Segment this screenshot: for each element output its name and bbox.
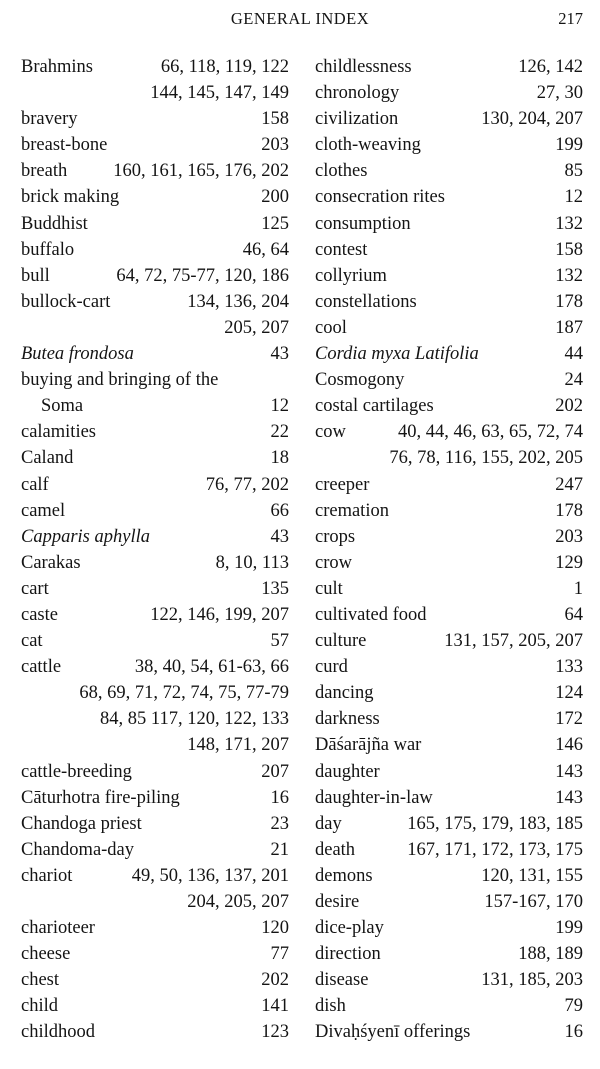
index-entry bbox=[21, 393, 289, 419]
index-entry bbox=[21, 654, 289, 680]
index-entry bbox=[21, 680, 289, 706]
index-term: Buddhist bbox=[21, 213, 88, 234]
index-term: dice-play bbox=[315, 918, 384, 939]
index-term: dancing bbox=[315, 683, 374, 704]
page-references: 132 bbox=[555, 265, 583, 286]
index-term: cart bbox=[21, 578, 49, 599]
index-term: demons bbox=[315, 865, 373, 886]
index-term: dish bbox=[315, 996, 346, 1017]
page-references: 205, 207 bbox=[224, 317, 289, 338]
page-references: 16 bbox=[564, 1022, 583, 1043]
index-entry bbox=[21, 576, 289, 602]
index-entry bbox=[315, 341, 583, 367]
index-entry bbox=[315, 237, 583, 263]
page-references: 12 bbox=[564, 187, 583, 208]
page-header bbox=[0, 6, 600, 30]
index-entry bbox=[21, 550, 289, 576]
index-entry bbox=[315, 472, 583, 498]
index-entry bbox=[315, 889, 583, 915]
index-term: camel bbox=[21, 500, 66, 521]
page-references: 40, 44, 46, 63, 65, 72, 74 bbox=[398, 422, 583, 443]
page-references: 44 bbox=[564, 344, 583, 365]
index-entry bbox=[315, 628, 583, 654]
index-term: chest bbox=[21, 970, 60, 991]
index-entry bbox=[315, 993, 583, 1019]
index-term: calf bbox=[21, 474, 49, 495]
page-references: 79 bbox=[564, 996, 583, 1017]
page-references: 76, 78, 116, 155, 202, 205 bbox=[389, 448, 583, 469]
page-references: 146 bbox=[555, 735, 583, 756]
index-entry bbox=[21, 524, 289, 550]
index-entry bbox=[315, 211, 583, 237]
index-entry bbox=[315, 498, 583, 524]
index-entry bbox=[21, 237, 289, 263]
page-references: 203 bbox=[555, 526, 583, 547]
index-entry bbox=[315, 967, 583, 993]
index-entry bbox=[315, 785, 583, 811]
page-references: 38, 40, 54, 61-63, 66 bbox=[134, 657, 289, 678]
index-term: Chandoga priest bbox=[21, 813, 142, 834]
index-term: Caland bbox=[21, 448, 74, 469]
index-term: Butea frondosa bbox=[21, 344, 134, 365]
index-entry bbox=[21, 132, 289, 158]
index-entry bbox=[21, 941, 289, 967]
index-term: consecration rites bbox=[315, 187, 445, 208]
index-entry bbox=[315, 524, 583, 550]
index-term: breast-bone bbox=[21, 135, 108, 156]
index-entry bbox=[315, 759, 583, 785]
index-term: bull bbox=[21, 265, 50, 286]
page-references: 143 bbox=[555, 761, 583, 782]
index-term: Soma bbox=[41, 396, 84, 417]
index-entry bbox=[315, 550, 583, 576]
index-entry bbox=[315, 315, 583, 341]
index-term: cat bbox=[21, 631, 43, 652]
index-term: consumption bbox=[315, 213, 411, 234]
index-entry bbox=[21, 341, 289, 367]
index-entry bbox=[21, 837, 289, 863]
page-references: 135 bbox=[261, 578, 289, 599]
index-term: child bbox=[21, 996, 58, 1017]
page-references: 200 bbox=[261, 187, 289, 208]
running-title: GENERAL INDEX bbox=[230, 9, 370, 28]
index-entry bbox=[315, 602, 583, 628]
index-term: cultivated food bbox=[315, 604, 427, 625]
index-entry bbox=[21, 289, 289, 315]
index-entry bbox=[21, 706, 289, 732]
index-term: disease bbox=[315, 970, 369, 991]
page-references: 148, 171, 207 bbox=[187, 735, 289, 756]
index-entry bbox=[315, 732, 583, 758]
page-number: 217 bbox=[558, 9, 583, 28]
index-entry bbox=[21, 967, 289, 993]
index-entry bbox=[315, 184, 583, 210]
page-references: 24 bbox=[564, 370, 583, 391]
index-term: cremation bbox=[315, 500, 389, 521]
index-term: crops bbox=[315, 526, 356, 547]
index-entry bbox=[315, 837, 583, 863]
page-references: 165, 175, 179, 183, 185 bbox=[407, 813, 583, 834]
index-term: crow bbox=[315, 552, 352, 573]
page-references: 202 bbox=[261, 970, 289, 991]
index-entry bbox=[21, 1019, 289, 1045]
page-references: 204, 205, 207 bbox=[187, 892, 289, 912]
index-term: Divaḥśyenī offerings bbox=[315, 1022, 471, 1043]
page-references: 157-167, 170 bbox=[484, 892, 583, 912]
page-references: 178 bbox=[555, 291, 583, 312]
index-term: Chandoma-day bbox=[21, 839, 135, 860]
page-references: 131, 185, 203 bbox=[481, 970, 583, 991]
page-references: 76, 77, 202 bbox=[205, 474, 289, 495]
index-term: bravery bbox=[21, 109, 78, 130]
index-entry bbox=[21, 158, 289, 184]
page-references: 84, 85 117, 120, 122, 133 bbox=[100, 709, 289, 730]
index-term: culture bbox=[315, 631, 367, 652]
page-references: 8, 10, 113 bbox=[215, 552, 289, 573]
index-term: contest bbox=[315, 239, 368, 260]
page-references: 46, 64 bbox=[242, 239, 289, 260]
page-references: 188, 189 bbox=[518, 944, 583, 965]
index-entry bbox=[21, 80, 289, 106]
index-term: cult bbox=[315, 578, 343, 599]
index-entry bbox=[315, 367, 583, 393]
index-term: Brahmins bbox=[21, 57, 93, 77]
index-entry bbox=[21, 993, 289, 1019]
index-term: creeper bbox=[315, 474, 370, 495]
index-entry bbox=[21, 889, 289, 915]
page-references: 122, 146, 199, 207 bbox=[150, 604, 289, 625]
page-references: 120 bbox=[261, 918, 289, 939]
page-references: 167, 171, 172, 173, 175 bbox=[407, 839, 583, 860]
page-references: 18 bbox=[270, 448, 289, 469]
page-references: 129 bbox=[555, 552, 583, 573]
index-entry bbox=[21, 915, 289, 941]
page-references: 1 bbox=[573, 578, 583, 599]
index-entry bbox=[315, 132, 583, 158]
index-entry bbox=[21, 367, 289, 393]
index-term: daughter-in-law bbox=[315, 787, 433, 808]
page-references: 22 bbox=[270, 422, 289, 443]
index-entry bbox=[21, 759, 289, 785]
index-term: chariot bbox=[21, 865, 73, 886]
index-entry bbox=[315, 445, 583, 471]
page-references: 130, 204, 207 bbox=[481, 109, 583, 130]
page-references: 141 bbox=[261, 996, 289, 1017]
index-term: childlessness bbox=[315, 57, 412, 77]
index-entry bbox=[315, 576, 583, 602]
index-entry bbox=[21, 785, 289, 811]
page-references: 27, 30 bbox=[536, 83, 583, 104]
index-entry bbox=[21, 263, 289, 289]
index-entry bbox=[21, 811, 289, 837]
index-column-left bbox=[21, 54, 289, 1046]
page-references: 16 bbox=[270, 787, 289, 808]
page-references: 43 bbox=[270, 526, 289, 547]
index-term: day bbox=[315, 813, 342, 834]
index-term: clothes bbox=[315, 161, 368, 182]
index-entry bbox=[315, 811, 583, 837]
index-term: cool bbox=[315, 317, 347, 338]
index-entry bbox=[21, 472, 289, 498]
page-references: 247 bbox=[555, 474, 583, 495]
index-term: breath bbox=[21, 161, 68, 182]
index-term: childhood bbox=[21, 1022, 95, 1043]
index-entry bbox=[21, 184, 289, 210]
index-entry bbox=[315, 1019, 583, 1045]
index-term: buffalo bbox=[21, 239, 75, 260]
page-references: 64 bbox=[564, 604, 583, 625]
index-entry bbox=[21, 602, 289, 628]
page-references: 49, 50, 136, 137, 201 bbox=[131, 865, 289, 886]
page-references: 21 bbox=[270, 839, 289, 860]
index-term: Cordia myxa Latifolia bbox=[315, 344, 479, 365]
page-references: 187 bbox=[555, 317, 583, 338]
index-term: Cosmogony bbox=[315, 370, 405, 391]
page-references: 77 bbox=[270, 944, 289, 965]
index-entry bbox=[315, 706, 583, 732]
index-entry bbox=[21, 54, 289, 80]
index-term: Capparis aphylla bbox=[21, 526, 150, 547]
page-references: 64, 72, 75-77, 120, 186 bbox=[116, 265, 289, 286]
page-references: 43 bbox=[270, 344, 289, 365]
index-entry bbox=[315, 680, 583, 706]
index-term: death bbox=[315, 839, 356, 860]
index-entry bbox=[315, 54, 583, 80]
index-entry bbox=[21, 315, 289, 341]
page-references: 126, 142 bbox=[518, 57, 583, 77]
index-entry bbox=[315, 863, 583, 889]
index-entry bbox=[21, 419, 289, 445]
page-references: 12 bbox=[270, 396, 289, 417]
index-entry bbox=[21, 445, 289, 471]
page-references: 199 bbox=[555, 135, 583, 156]
index-entry bbox=[315, 289, 583, 315]
index-term: Dāśarājña war bbox=[315, 735, 422, 756]
index-term: civilization bbox=[315, 109, 399, 130]
index-term: cattle bbox=[21, 657, 62, 678]
index-term: caste bbox=[21, 604, 58, 625]
page-references: 132 bbox=[555, 213, 583, 234]
index-entry bbox=[21, 498, 289, 524]
page-references: 66 bbox=[270, 500, 289, 521]
index-entry bbox=[315, 419, 583, 445]
index-term: Carakas bbox=[21, 552, 81, 573]
index-entry bbox=[315, 158, 583, 184]
page-references: 144, 145, 147, 149 bbox=[150, 83, 289, 104]
page-references: 23 bbox=[270, 813, 289, 834]
index-term: curd bbox=[315, 657, 348, 678]
page-references: 172 bbox=[555, 709, 583, 730]
page-references: 66, 118, 119, 122 bbox=[160, 57, 289, 77]
page-references: 131, 157, 205, 207 bbox=[444, 631, 583, 652]
page-references: 68, 69, 71, 72, 74, 75, 77-79 bbox=[79, 683, 289, 704]
page-references: 125 bbox=[261, 213, 289, 234]
index-term: charioteer bbox=[21, 918, 95, 939]
page-references: 85 bbox=[564, 161, 583, 182]
page-references: 207 bbox=[261, 761, 289, 782]
index-term: chronology bbox=[315, 83, 400, 104]
page-references: 202 bbox=[555, 396, 583, 417]
index-term: brick making bbox=[21, 187, 120, 208]
page-references: 134, 136, 204 bbox=[187, 291, 289, 312]
index-term: constellations bbox=[315, 291, 417, 312]
page-references: 178 bbox=[555, 500, 583, 521]
index-term: costal cartilages bbox=[315, 396, 434, 417]
index-term: bullock-cart bbox=[21, 291, 111, 312]
index-term: calamities bbox=[21, 422, 96, 443]
index-term: desire bbox=[315, 892, 360, 912]
page-references: 158 bbox=[261, 109, 289, 130]
page-references: 133 bbox=[555, 657, 583, 678]
page-references: 123 bbox=[261, 1022, 289, 1043]
page-references: 120, 131, 155 bbox=[481, 865, 583, 886]
page-references: 124 bbox=[555, 683, 583, 704]
index-entry bbox=[315, 915, 583, 941]
page-references: 203 bbox=[261, 135, 289, 156]
index-term: cheese bbox=[21, 944, 71, 965]
index-term: cow bbox=[315, 422, 346, 443]
index-term: cloth-weaving bbox=[315, 135, 421, 156]
index-entry bbox=[315, 263, 583, 289]
index-term: direction bbox=[315, 944, 381, 965]
index-entry bbox=[315, 106, 583, 132]
page-references: 158 bbox=[555, 239, 583, 260]
index-entry bbox=[21, 732, 289, 758]
index-entry bbox=[315, 80, 583, 106]
index-term: Cāturhotra fire-piling bbox=[21, 787, 180, 808]
index-term: buying and bringing of the bbox=[21, 370, 219, 391]
index-entry bbox=[21, 863, 289, 889]
index-entry bbox=[315, 654, 583, 680]
page-references: 143 bbox=[555, 787, 583, 808]
index-entry bbox=[315, 393, 583, 419]
index-term: darkness bbox=[315, 709, 380, 730]
index-entry bbox=[21, 211, 289, 237]
index-entry bbox=[315, 941, 583, 967]
index-term: daughter bbox=[315, 761, 380, 782]
page-references: 160, 161, 165, 176, 202 bbox=[113, 161, 289, 182]
index-column-right bbox=[315, 54, 583, 1046]
index-entry bbox=[21, 628, 289, 654]
index-entry bbox=[21, 106, 289, 132]
page-references: 57 bbox=[270, 631, 289, 652]
index-term: cattle-breeding bbox=[21, 761, 132, 782]
page-references: 199 bbox=[555, 918, 583, 939]
index-term: collyrium bbox=[315, 265, 387, 286]
